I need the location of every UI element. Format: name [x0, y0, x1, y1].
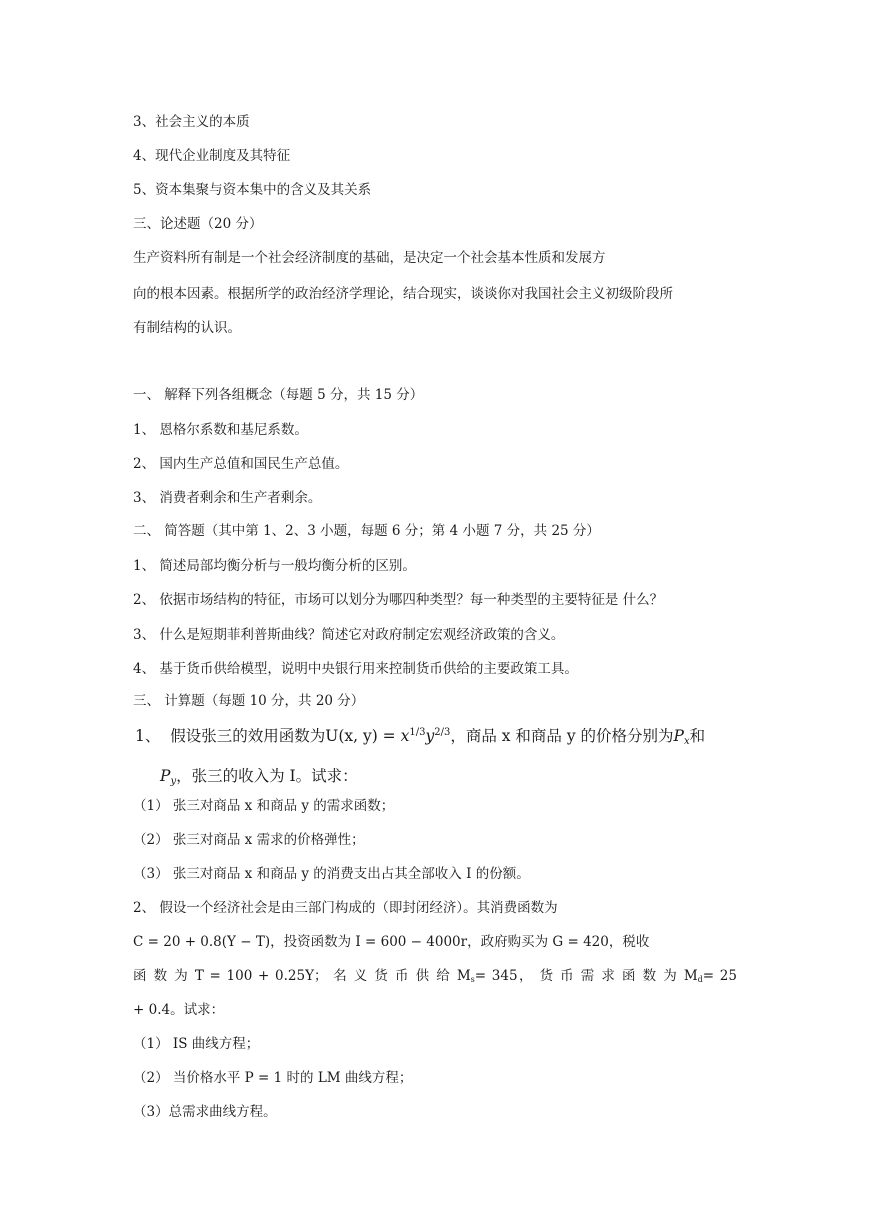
calc-question-2-line-3: 函 数 为 T = 100 + 0.25Y； 名 义 货 币 供 给 $M_s= 345$， 货 币 需 求 函 数 为 $M_d= 25$ — [133, 968, 737, 984]
price-y: $P_y$ — [160, 767, 177, 787]
question-5: 5、资本集聚与资本集中的含义及其关系 — [133, 182, 372, 198]
calc-2-sub-2: （2） 当价格水平 P = 1 时的 LM 曲线方程； — [133, 1070, 413, 1086]
short-answer-heading: 二、 简答题（其中第 1、2、3 小题，每题 6 分；第 4 小题 7 分，共 25 分） — [133, 523, 600, 539]
calc-question-1-mid: ，商品 x 和商品 y 的价格分别为 — [450, 727, 674, 745]
concepts-heading: 一、 解释下列各组概念（每题 5 分，共 15 分） — [133, 387, 424, 403]
short-answer-item-2: 2、 依据市场结构的特征，市场可以划分为哪四种类型？每一种类型的主要特征是 什么？ — [133, 592, 664, 608]
concept-item-2: 2、 国内生产总值和国民生产总值。 — [133, 456, 349, 472]
calc-question-2-line-2: C = 20 + 0.8(Y − T)，投资函数为 I = 600 − 4000r，政府购买为 G = 420，税收 — [133, 934, 650, 950]
question-4: 4、现代企业制度及其特征 — [133, 148, 291, 164]
question-3: 3、社会主义的本质 — [133, 114, 250, 130]
calc-1-sub-1: （1） 张三对商品 x 和商品 y 的需求函数； — [133, 798, 395, 814]
short-answer-item-3: 3、 什么是短期菲利普斯曲线？简述它对政府制定宏观经济政策的含义。 — [133, 627, 565, 643]
calc-1-sub-2: （2） 张三对商品 x 需求的价格弹性； — [133, 832, 365, 848]
essay-text-line-3: 有制结构的认识。 — [133, 320, 241, 336]
calc-2-sub-1: （1） IS 曲线方程； — [133, 1036, 260, 1052]
utility-function: U(x, $y) = x^{1/3}y^{2/3}$ — [325, 727, 451, 745]
calc-question-2-line-4: + 0.4。试求： — [133, 1002, 225, 1018]
calculation-heading: 三、 计算题（每题 10 分，共 20 分） — [133, 693, 365, 709]
concept-item-1: 1、 恩格尔系数和基尼系数。 — [133, 422, 308, 438]
calc-question-1-number: 1、 — [135, 727, 161, 745]
calc-question-1-lead: 假设张三的效用函数为 — [170, 727, 326, 745]
calc-question-1-line-1: 1、 假设张三的效用函数为U(x, $y) = x^{1/3}y^{2/3}$，商品 x 和商品 y 的价格分别为$P_x$和 — [135, 727, 706, 747]
essay-text-line-2: 向的根本因素。根据所学的政治经济学理论，结合现实，谈谈你对我国社会主义初级阶段所 — [133, 286, 673, 302]
calc-question-1-line-2: $P_y$，张三的收入为 I。试求： — [160, 767, 358, 787]
calc-1-sub-3: （3） 张三对商品 x 和商品 y 的消费支出占其全部收入 I 的份额。 — [133, 866, 530, 882]
calc-2-sub-3: （3）总需求曲线方程。 — [133, 1104, 277, 1120]
calc-question-2-line-1: 2、 假设一个经济社会是由三部门构成的（即封闭经济）。其消费函数为 — [133, 900, 558, 916]
short-answer-item-4: 4、 基于货币供给模型，说明中央银行用来控制货币供给的主要政策工具。 — [133, 661, 578, 677]
price-x: $P_x$ — [673, 727, 690, 747]
essay-text-line-1: 生产资料所有制是一个社会经济制度的基础，是决定一个社会基本性质和发展方 — [133, 250, 606, 266]
concept-item-3: 3、 消费者剩余和生产者剩余。 — [133, 490, 322, 506]
short-answer-item-1: 1、 简述局部均衡分析与一般均衡分析的区别。 — [133, 558, 416, 574]
essay-heading: 三、论述题（20 分） — [133, 216, 263, 232]
